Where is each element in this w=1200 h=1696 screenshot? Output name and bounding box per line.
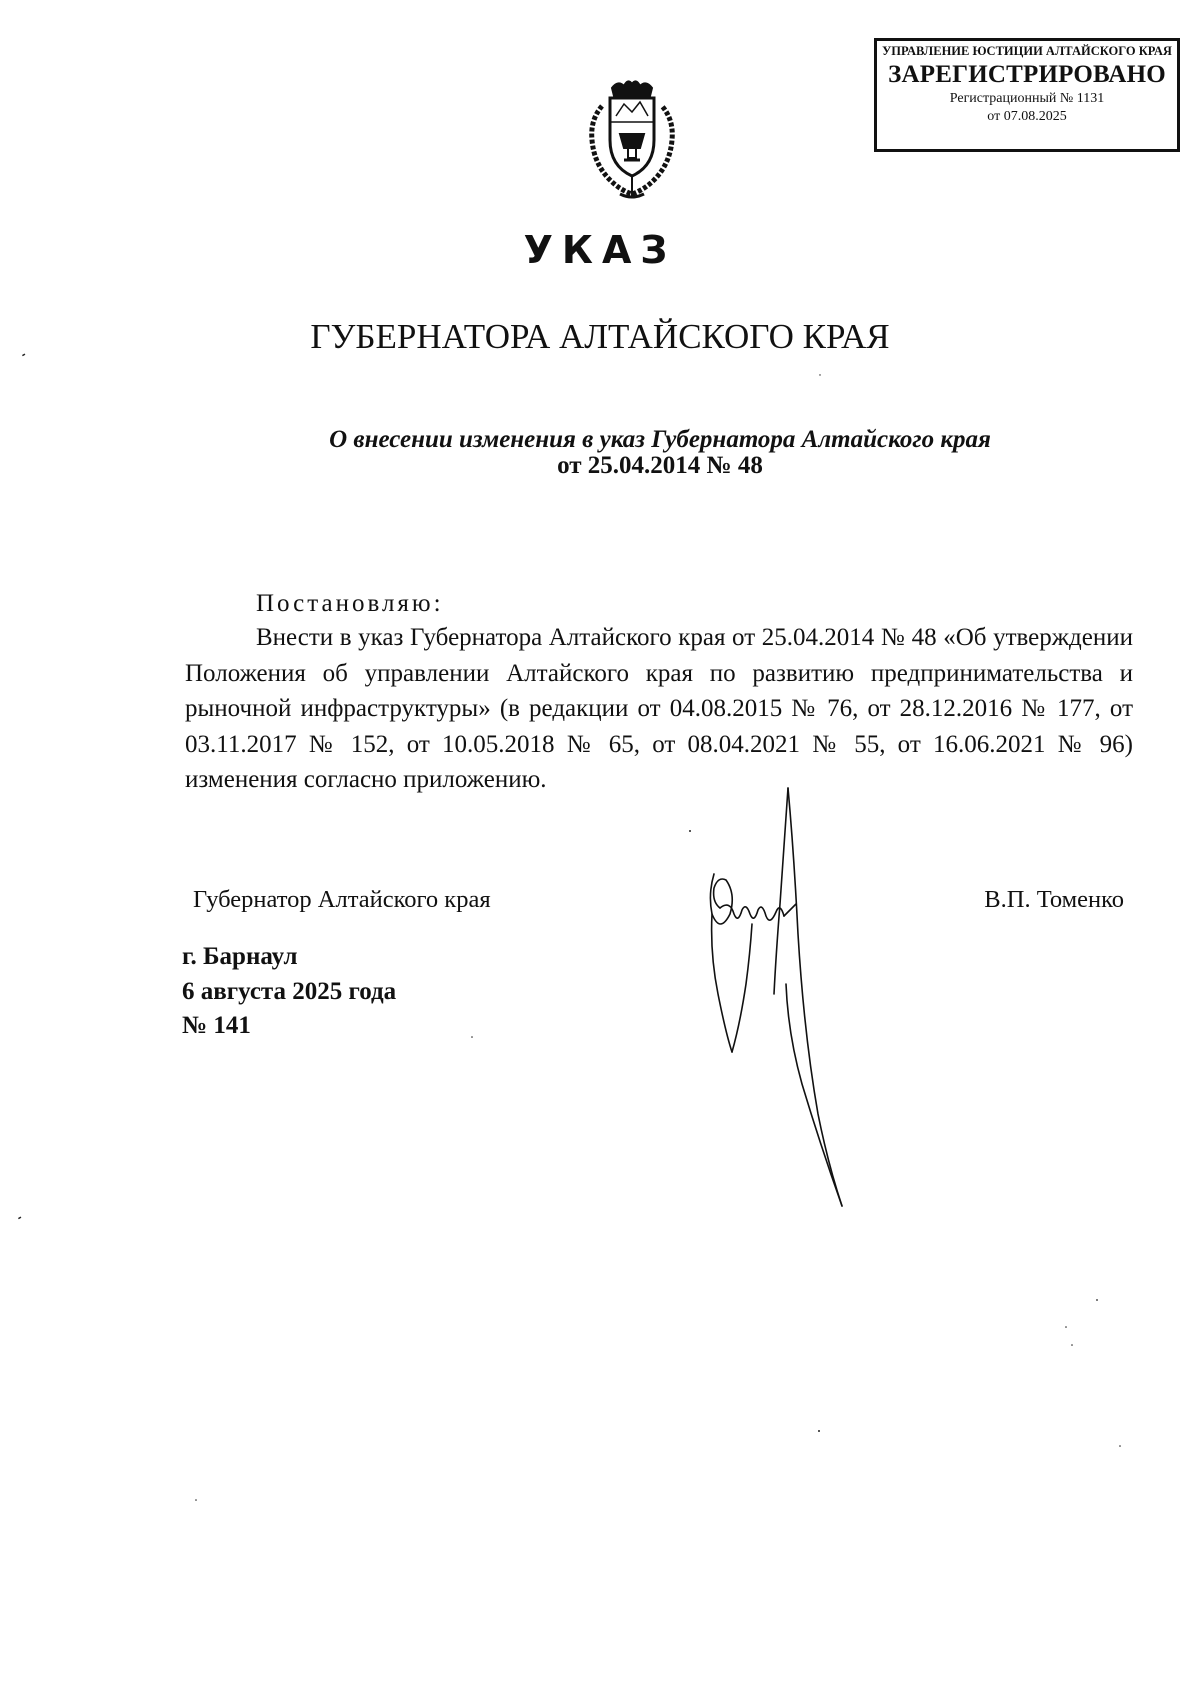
- stamp-registration-number: Регистрационный № 1131: [949, 91, 1105, 106]
- document-type: УКАЗ: [523, 228, 677, 272]
- stamp-status: ЗАРЕГИСТРИРОВАНО: [888, 61, 1166, 88]
- body-paragraph: Внести в указ Губернатора Алтайского края от 25.04.2014 № 48 «Об утверждении Положения об управлении Алтайского края по развитию предпринимательства и рыночной инфраструктуры» (в редакции от 04.08.2015 № 76, от 28.12.2016 № 177, от 03.11.2017 № 152, от 10.05.2018 № 65, от 08.04.2021 № 55, от 16.06.2021 № 96) изменения согласно приложению.: [185, 624, 1133, 793]
- document-number: № 141: [182, 1012, 251, 1039]
- coat-of-arms-icon: [580, 76, 684, 204]
- decree-word: Постановляю:: [256, 590, 444, 617]
- issue-date: 6 августа 2025 года: [182, 977, 397, 1005]
- place-date-block: [182, 940, 396, 1044]
- stamp-date: от 07.08.2025: [987, 109, 1067, 124]
- handwritten-signature: [690, 784, 860, 1214]
- registration-stamp: [874, 38, 1180, 152]
- subject-line-1: О внесении изменения в указ Губернатора Алтайского края: [329, 426, 991, 453]
- issuer-title: ГУБЕРНАТОРА АЛТАЙСКОГО КРАЯ: [310, 317, 890, 356]
- document-subject: [260, 427, 1060, 479]
- stamp-organization: УПРАВЛЕНИЕ ЮСТИЦИИ АЛТАЙСКОГО КРАЯ: [882, 44, 1172, 58]
- signatory-position: Губернатор Алтайского края: [193, 886, 491, 913]
- signatory-name: В.П. Томенко: [984, 886, 1124, 913]
- subject-line-2: от 25.04.2014 № 48: [557, 452, 763, 479]
- place: г. Барнаул: [182, 943, 298, 970]
